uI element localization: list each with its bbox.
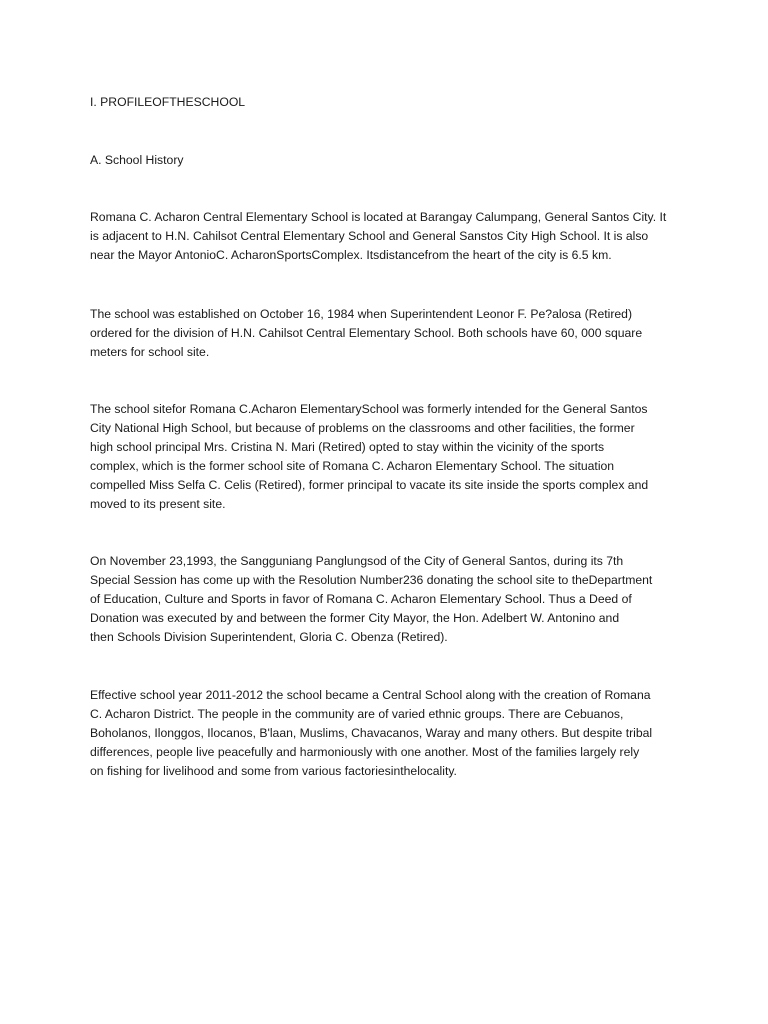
paragraph-line: On November 23,1993, the Sangguniang Panglungsod of the City of General Santos, during its 7th — [90, 554, 624, 568]
paragraph-line: Donation was executed by and between the former City Mayor, the Hon. Adelbert W. Antonino and — [90, 611, 620, 626]
paragraph-line: is adjacent to H.N. Cahilsot Central Elementary School and General Sanstos City High School. It is also — [90, 229, 649, 244]
paragraph-school-site — [90, 400, 694, 515]
paragraph-line: complex, which is the former school site of Romana C. Acharon Elementary School. The situation — [90, 459, 615, 474]
paragraph-line: The school was established on October 16, 1984 when Superintendent Leonor F. Pe?alosa (Retired) — [90, 307, 633, 321]
paragraph-line: C. Acharon District. The people in the community are of varied ethnic groups. There are Cebuanos, — [90, 707, 624, 722]
paragraph-line: of Education, Culture and Sports in favor of Romana C. Acharon Elementary School. Thus a Deed of — [90, 592, 632, 607]
paragraph-establishment — [90, 305, 694, 362]
paragraph-line: ordered for the division of H.N. Cahilsot Central Elementary School. Both schools have 60, 000 square — [90, 326, 643, 341]
section-title: I. PROFILEOFTHESCHOOL — [90, 95, 246, 109]
paragraph-line: meters for school site. — [90, 345, 210, 360]
paragraph-line: moved to its present site. — [90, 497, 226, 512]
paragraph-community — [90, 686, 694, 781]
paragraph-line: Boholanos, Ilonggos, Ilocanos, B'laan, Muslims, Chavacanos, Waray and many others. But despite tribal — [90, 726, 653, 741]
paragraph-donation — [90, 552, 694, 647]
paragraph-line: Romana C. Acharon Central Elementary School is located at Barangay Calumpang, General Santos City. It — [90, 210, 667, 224]
subsection-title: A. School History — [90, 153, 184, 167]
paragraph-line: near the Mayor AntonioC. AcharonSportsComplex. Itsdistancefrom the heart of the city is 6.5 km. — [90, 248, 612, 263]
paragraph-line: differences, people live peacefully and harmoniously with one another. Most of the families largely rely — [90, 745, 640, 760]
paragraph-line: City National High School, but because of problems on the classrooms and other facilities, the former — [90, 421, 635, 436]
paragraph-line: Effective school year 2011-2012 the school became a Central School along with the creation of Romana — [90, 688, 651, 702]
paragraph-line: high school principal Mrs. Cristina N. Mari (Retired) opted to stay within the vicinity of the sports — [90, 440, 605, 455]
paragraph-line: Special Session has come up with the Resolution Number236 donating the school site to theDepartment — [90, 573, 653, 588]
paragraph-location — [90, 208, 694, 265]
paragraph-line: The school sitefor Romana C.Acharon ElementarySchool was formerly intended for the General Santos — [90, 402, 648, 416]
paragraph-line: then Schools Division Superintendent, Gloria C. Obenza (Retired). — [90, 630, 448, 645]
paragraph-line: compelled Miss Selfa C. Celis (Retired), former principal to vacate its site inside the sports complex and — [90, 478, 649, 493]
paragraph-line: on fishing for livelihood and some from various factoriesinthelocality. — [90, 764, 457, 779]
